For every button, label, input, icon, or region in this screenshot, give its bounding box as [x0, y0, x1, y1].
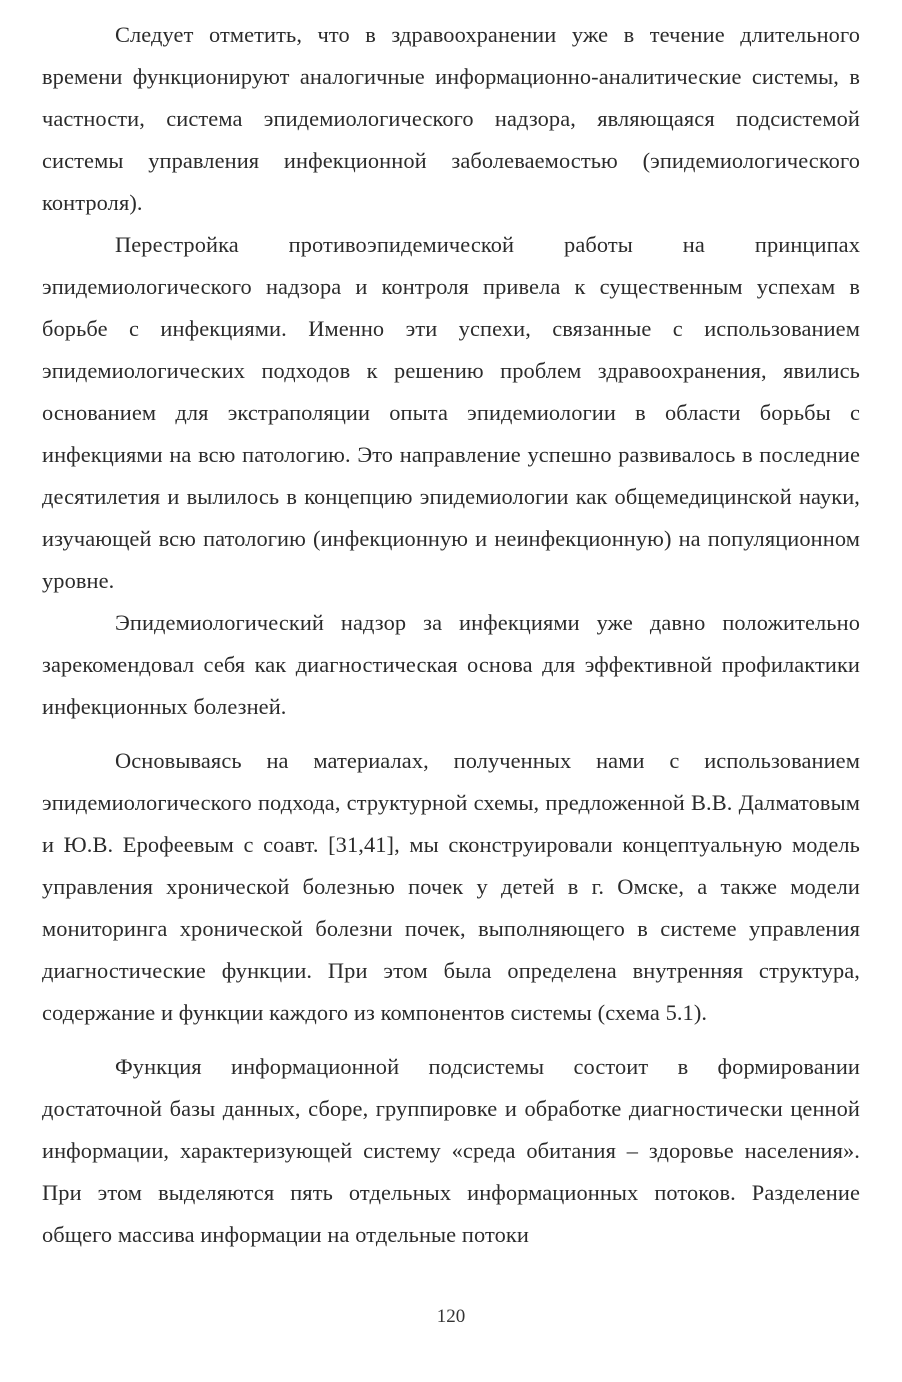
document-page: [42, 14, 860, 1256]
paragraph-5: Функция информационной подсистемы состоит в формировании достаточной базы данных, сборе, группировке и обработке диагностически ценной информации, характеризующей систему «среда обитания – здоровье населения». При этом выделяются пять отдельных информационных потоков. Разделение общего массива информации на отдельные потоки: [42, 1054, 860, 1247]
page-number: 120: [436, 1306, 466, 1327]
paragraph-2: Перестройка противоэпидемической работы на принципах эпидемиологического надзора и контроля привела к существенным успехам в борьбе с инфекциями. Именно эти успехи, связанные с использованием эпидемиологических подходов к решению проблем здравоохранения, явились основанием для экстраполяции опыта эпидемиологии в области борьбы с инфекциями на всю патологию. Это направление успешно развивалось в последние десятилетия и вылилось в концепцию эпидемиологии как общемедицинской науки, изучающей всю патологию (инфекционную и неинфекционную) на популяционном уровне.: [42, 232, 860, 593]
paragraph-3: Эпидемиологический надзор за инфекциями уже давно положительно зарекомендовал себя как диагностическая основа для эффективной профилактики инфекционных болезней.: [42, 610, 860, 719]
paragraph-4: Основываясь на материалах, полученных нами с использованием эпидемиологического подхода, структурной схемы, предложенной В.В. Далматовым и Ю.В. Ерофеевым с соавт. [31,41], мы сконструировали концептуальную модель управления хронической болезнью почек у детей в г. Омске, а также модели мониторинга хронической болезни почек, выполняющего в системе управления диагностические функции. При этом была определена внутренняя структура, содержание и функции каждого из компонентов системы (схема 5.1).: [42, 748, 860, 1025]
paragraph-1: Следует отметить, что в здравоохранении уже в течение длительного времени функционируют аналогичные информационно-аналитические системы, в частности, система эпидемиологического надзора, являющаяся подсистемой системы управления инфекционной заболеваемостью (эпидемиологического контроля).: [42, 22, 860, 215]
